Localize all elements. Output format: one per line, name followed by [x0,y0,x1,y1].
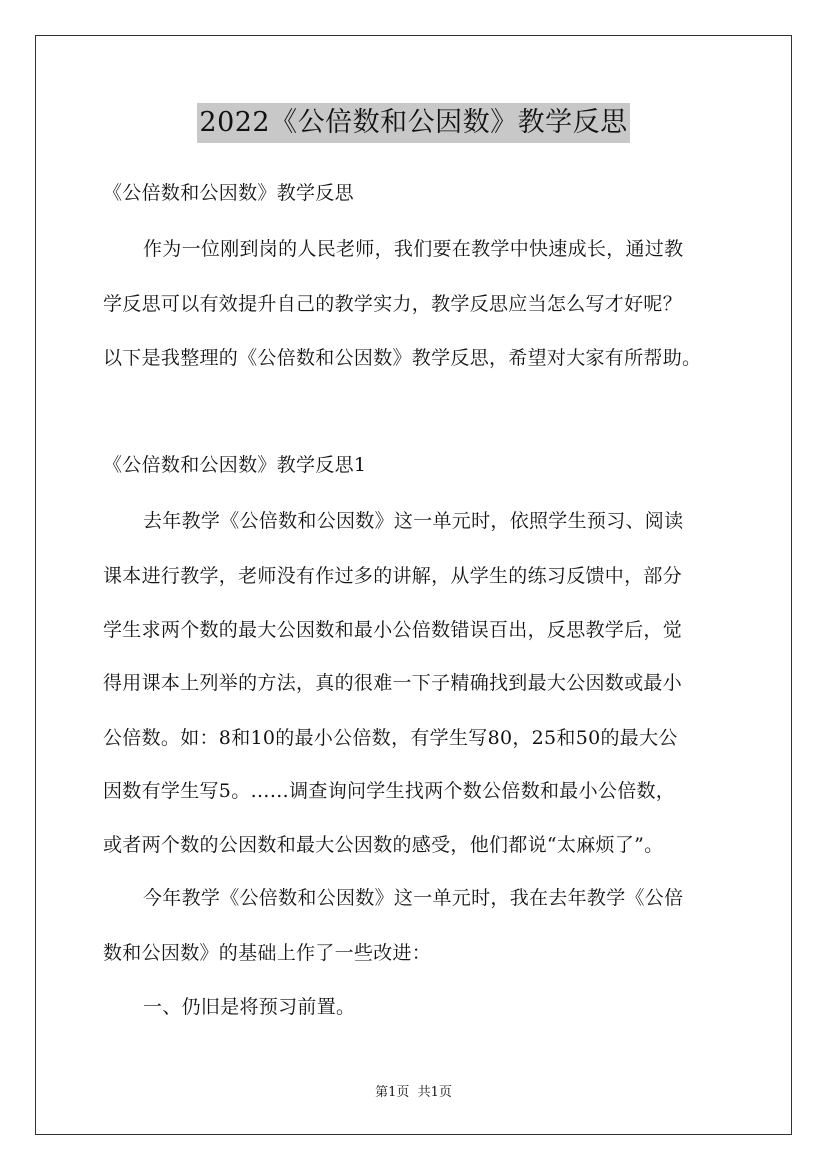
document-title: 2022《公倍数和公因数》教学反思 [197,103,629,143]
page-footer: 第1页 共1页 [375,1085,452,1100]
paragraph2-line-2: 数和公因数》的基础上作了一些改进： [103,942,432,964]
section-heading: 《公倍数和公因数》教学反思1 [103,454,367,476]
paragraph1-line-4: 得用课本上列举的方法，真的很难一下子精确找到最大公因数或最小 [103,672,683,694]
title-wrap [0,103,827,143]
list-item-1: 一、仍旧是将预习前置。 [143,996,356,1018]
intro-line-2: 学反思可以有效提升自己的教学实力，教学反思应当怎么写才好呢？ [103,293,683,315]
paragraph1-line-5: 公倍数。如：8和10的最小公倍数，有学生写80，25和50的最大公 [103,727,678,749]
intro-line-3: 以下是我整理的《公倍数和公因数》教学反思，希望对大家有所帮助。 [103,347,702,369]
intro-line-1: 作为一位刚到岗的人民老师，我们要在教学中快速成长，通过教 [143,238,684,260]
paragraph1-line-2: 课本进行教学，老师没有作过多的讲解，从学生的练习反馈中，部分 [103,565,683,587]
paragraph2-line-1: 今年教学《公倍数和公因数》这一单元时，我在去年教学《公倍 [143,887,684,909]
paragraph1-line-7: 或者两个数的公因数和最大公因数的感受，他们都说“太麻烦了”。 [103,834,664,856]
paragraph1-line-3: 学生求两个数的最大公因数和最小公倍数错误百出，反思教学后，觉 [103,619,683,641]
paragraph1-line-6: 因数有学生写5。……调查询问学生找两个数公倍数和最小公倍数， [103,780,676,802]
paragraph1-line-1: 去年教学《公倍数和公因数》这一单元时，依照学生预习、阅读 [143,510,684,532]
document-subtitle: 《公倍数和公因数》教学反思 [103,182,354,204]
